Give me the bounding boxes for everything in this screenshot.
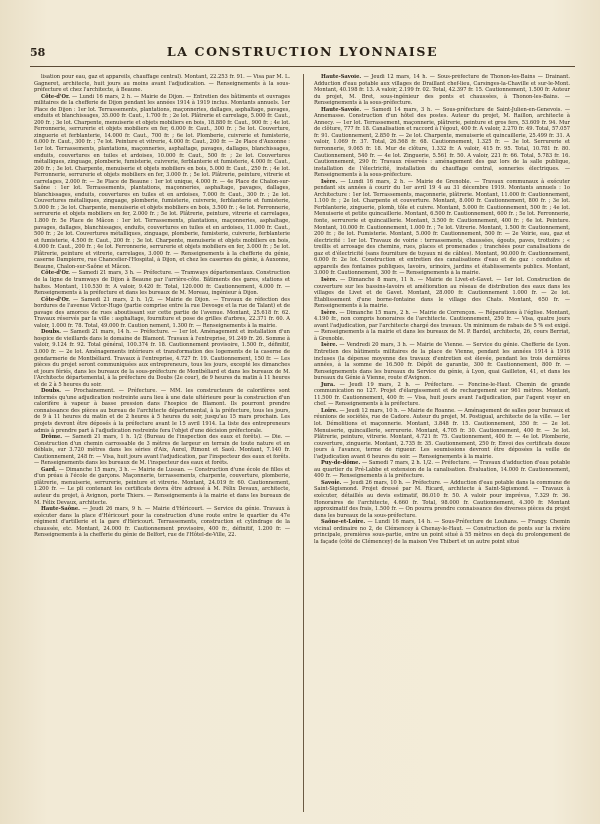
notice-entry xyxy=(314,480,570,519)
notice-text: lisation pour eau, gaz et appareils, chauffage central). Montant, 22.253 fr. 91. — Visa par M. L. Gagneret, architecte, huit jours au moins avant l'adjudication. — Renseignements à la sous-préfecture et chez l'architecte, à Beaune. xyxy=(34,74,290,94)
notice-place: Gard. xyxy=(41,466,57,473)
notice-place: Doubs. xyxy=(41,329,61,336)
notice-place: Jura. xyxy=(321,381,335,388)
page-header xyxy=(30,40,575,67)
notice-place: Isère. xyxy=(321,342,338,349)
notice-entry xyxy=(34,270,290,296)
notice-entry xyxy=(314,382,570,408)
left-column xyxy=(34,74,290,814)
running-title: LA CONSTRUCTION LYONNAISE xyxy=(166,44,439,59)
notice-place: Isère. xyxy=(321,276,338,283)
notice-text: — Lundi 16 mars, 14 h. — Sous-Préfecture de Louhans. — Frangy. Chemin vicinal ordinaire no 2, de Clémencey à Chenay-le-Haut. — Construction de ponts sur la rivière principale, premières sous-partie, entre un point situé à 55 mètres en deçà du prolongement de la façade (côté de Clémencey) de la maison Vve Thibert et un autre point situé xyxy=(314,519,570,545)
notice-entry xyxy=(34,434,290,467)
notice-entry xyxy=(314,342,570,381)
notice-entry xyxy=(314,179,570,277)
notice-text: — Jeudi 12 mars, 14 h. — Sous-préfecture de Thonon-les-Bains — Drainant. Adduction d'eau potable aux villages de Draillant chef-lieu, Carsinges-la-Chaville et sur-le-Mont. Montant, 40.198 fr. 13. A valoir, 2.199 fr. 02. Total, 42.397 fr. 15. Cautionnement, 1.500 fr. Auteur du projet, M. Bret, sous-ingénieur des ponts et chaussées, à Thonon-les-Bains. — Renseignements à la sous-préfecture. xyxy=(314,74,570,107)
notice-place: Puy-de-dôme. xyxy=(321,460,361,467)
notice-place: Côte-d'Or. xyxy=(41,93,70,100)
notice-place: Haute-Savoie. xyxy=(321,106,362,113)
column-divider xyxy=(303,74,304,812)
notice-entry xyxy=(314,277,570,310)
notice-text: — Jeudi 26 mars, 10 h. — Préfecture. — Adduction d'eau potable dans la commune de Saint-Sigismond. Projet dressé par M. Ricard, architecte à Saint-Sigismond. — Travaux à exécuter, détaillés au devis estimatif, 86.010 fr. 50. A valoir pour imprévus, 7.329 fr. 36. Honoraires de l'architecte, 4.660 fr. Total, 98.000 fr. Cautionnement, 4.300 fr. Montant approximatif des frais, 1.500 fr. — On pourra prendre connaissance des diverses pièces du projet dans les bureaux de la sous-préfecture. xyxy=(314,479,570,519)
page-number: 58 xyxy=(30,46,46,59)
notice-text: — Samedi 7 mars, 2 h. 1/2. — Préfecture. — Travaux d'adduction d'eau potable au quartier du Pré-Labbe et extension de la canalisation. Évaluation, 14.000 fr. Cautionnement, 400 fr. — Renseignements à la préfecture. xyxy=(314,460,570,480)
notice-place: Haute-Savoie. xyxy=(321,74,362,80)
right-column xyxy=(314,74,570,814)
notice-text: — Vendredi 20 mars, 3 h. — Mairie de Vienne. — Service du génie. Chefferie de Lyon. Entretien des bâtiments militaires de la place de Vienne, pendant les années 1914 à 1916 incluses (la dépense moyenne des travaux d'entretien est élevée, pendant les trois dernières années, à la somme de 16.500 fr. Dépôt de garantie, 300 fr. Cautionnement, 800 fr. — Renseignements dans les bureaux du Service du génie, à Lyon, quai Gailleton, 41, et dans les bureaux du Génie à Vienne, route d'Avignon. xyxy=(314,342,570,382)
notice-place: Haute-Saône. xyxy=(41,506,80,513)
notice-entry xyxy=(314,408,570,460)
notice-text: — Lundi 16 mars, 2 h. — Mairie de Grenoble. — Travaux communaux à exécuter pendant six années à courir du 1er avril 19 4 au 31 décembre 1919. Montants annuels : 1o Architecture : 1er lot. Terrassements, maçonnerie, plâtrerie. Montant, 11.000 fr. Cautionnement, 1.100 fr. ; 2e lot. Charpente et couverture. Montant, 8.000 fr. Cautionnement, 800 fr. ; 3e lot. Ferblanterie, zinguerie, plomb, tôle et cuivre. Montant, 5.000 fr. Cautionnement, 500 fr. ; 4e lot. Menuiserie et petite quincaillerie. Montant, 6.500 fr. Cautionnement, 600 fr. ; 5e lot. Ferronnerie, fonte, serrurerie et quincaillerie. Montant, 3.500 fr. Cautionnement, 400 fr. ; 6e lot. Peinture. Montant, 10.000 fr. Cautionnement, 1.000 fr. ; 7e lot. Vitrerie. Montant, 1.500 fr. Cautionnement, 200 fr. ; 8e lot. Fumisterie. Montant, 5.000 fr. Cautionnement, 500 fr. — 2e Voirie, eau, gaz et électricité : 1er lot. Travaux de voirie : terrassements, chaussées, égouts, paves, trottoirs ; « treillis et arrosage des chemins, rues, places et promenades ; tranchées pour canalisations de gaz et d'électricité (sans fourniture de tuyaux ni de câbles). Montant, 90.000 fr. Cautionnement, 6.000 fr. 2e lot. Construction et entretien des canalisations d'eau et de gaz : conduites et appareils des fontaines publiques, lavoirs, urinoirs, jardins et établissements publics. Montant, 3.000 fr. Cautionnement, 300 fr. — Renseignements à la mairie. xyxy=(314,178,570,277)
notice-entry xyxy=(314,74,570,107)
notice-text: — Lundi 16 mars, 2 h. — Mairie de Dijon. — Entretien des bâtiments et ouvrages militaires de la chefferie de Dijon pendant les années 1914 à 1919 inclus. Montants annuels. 1er Place de Dijon : 1er lot. Terrassements, plantations, maçonneries, dallages, asphaltage, pavages, enduits et blanchissages, 35.000 fr. Caut., 1.700 fr. ; 2e lot. Plâtrerie et carrelage, 5.000 fr. Caut., 200 fr. ; 3e lot. Charpente, menuiserie et objets mobiliers en bois, 18.880 fr. Caut., 900 fr. ; 4e lot. Ferronnerie, serrurerie et objets mobiliers en fer, 6.000 fr. Caut., 300 fr. ; 5e lot. Couverture, zinguerie et ferblanterie, 14.000 fr. Caut., 700 fr. ; 6e lot. Plomberie, cuivrerie et fumisterie, 6.000 fr. Caut., 300 fr. ; 7e lot. Peinture et vitrerie, 4.000 fr. Caut., 200 fr. — 2e Place d'Auxonne : 1er lot. Terrassements, plantations, maçonneries, asphaltage, pavages, dallages, blanchissages, enduits, couvertures en tuiles et ardoises, 10.000 fr. Caut., 500 fr. ; 2e lot. Couvertures métalliques, zinguage, plomberie, fumisterie, cuivrerie, ferblanterie et fumisterie, 4.000 fr. Caut., 200 fr. ; 3e lot. Charpente, menuiserie et objets mobiliers en bois, 5.000 fr. Caut., 250 fr. ; 4e lot. Ferronnerie, serrurerie et objets mobiliers en fer, 3.000 fr. ; 5e lot. Plâtrerie, peinture, vitrerie et carrelages, 2.000 fr. — 3e Place de Beaune : 1er lot unique, 4.000 fr. — 4e Place de Chalon-sur-Saône : 1er lot. Terrassements, plantations, maçonneries, asphaltage, pavages, dallages, blanchissages, enduits, couvertures en tuiles et en ardoises, 7.000 fr. Caut., 300 fr. ; 2e lot. Couvertures métalliques, zinguage, plomberie, fumisterie, cuivrerie, ferblanterie et fumisterie, 5.000 fr. ; 3e lot. Charpente, menuiserie et objets mobiliers en bois, 3.500 fr. ; 4e lot. Ferronnerie, serrurerie et objets mobiliers en fer, 2.000 fr. ; 5e lot. Plâtrerie, peinture, vitrerie et carrelages, 1.800 fr. 5e Place de Mâcon : 1er lot. Terrassements, plantations, maçonneries, asphaltage, pavages, dallages, blanchissages, enduits, couvertures en tuiles et en ardoises, 11.000 fr. Caut., 500 fr. ; 2e lot. Couvertures métalliques, zinguage, plomberie, fumisterie, cuivrerie, ferblanterie et fumisterie, 4.500 fr. Caut., 200 fr. ; 3e lot. Charpente, menuiserie et objets mobiliers en bois, 4.000 fr. Caut., 200 fr. ; 4e lot. Ferronnerie, serrurerie et objets mobiliers en fer, 3.000 fr. ; 5e lot. Plâtrerie, peinture et vitrerie, carrelages, 3.000 fr. — Renseignements à la chefferie du génie, caserne Dampierre, rue Chancelier-l'Hospital, à Dijon, et chez les casernes du génie, à Auxonne, Beaune, Chalon-sur-Saône et Mâcon. xyxy=(34,93,290,270)
notice-entry xyxy=(34,467,290,506)
notice-place: Drôme. xyxy=(41,434,63,441)
notice-entry xyxy=(314,107,570,179)
notice-text: — Samedi 21 mars, 2 h. 1/2. — Mairie de Dijon. — Travaux de réfection des bordures de l'avenue Victor-Hugo (partie comprise entre la rue Devosge et la rue de Talant) et de pavage des amorces de rues aboutissant sur cette partie de l'avenue. Montant, 25.618 fr. 62. Travaux réservés par la ville : asphaltage, fourniture et pose de grilles d'arbres, 22.371 fr. 60. A valoir, 1.000 fr. 78. Total, 49.000 fr. Caution nement, 1.300 fr. — Renseignements à la mairie. xyxy=(34,296,290,329)
notice-text: — Jeudi 26 mars, 9 h. — Mairie d'Héricourt. — Service du génie. Travaux à exécuter dans la place d'Héricourt pour la construction d'une route entre le quartier du 47e régiment d'artillerie et la gare d'Héricourt. Terrassements, construction et cylindrage de la chaussée, etc. Montant, 24.000 fr. Cautionnement provisoire, 400 fr., définitif, 1.200 fr. — Renseignements à la chefferie du génie de Belfort, rue de l'Hôtel-de-Ville, 22. xyxy=(34,506,290,539)
notice-place: Loire. xyxy=(321,407,338,414)
notice-text: — Prochainement. — Préfecture. — MM. les constructeurs de calorifères sont informés qu'une adjudication restreinte aura lieu à une date ultérieure pour la construction d'un calorifère à vapeur à basse pression dans l'hospice de Blamont. Ils pourront prendre connaissance des pièces au bureau de l'architecte départemental, à la préfecture, tous les jours, de 9 à 11 heures du matin et de 2 heures à 5 heures du soir, jusqu'au 15 mars prochain. Les projets devront être déposés à la préfecture avant le 15 avril 1914. La liste des entrepreneurs admis à prendre part à l'adjudication restreinte fera l'objet d'une décision préfectorale. xyxy=(34,388,290,434)
notice-entry xyxy=(34,297,290,330)
notice-entry xyxy=(34,74,290,94)
notice-entry xyxy=(34,506,290,539)
notice-text: — Dimanche 8 mars, 11 h. — Mairie de Livet-et-Gavet. — 1er lot. Construction de couverture sur les bassins-lavoirs et amélioration au réseau de distribution des eaux dans les villages de Livet et de Gavet. Montant, 28.000 fr. Cautionnement 1.000 fr. — 2e lot. Établissement d'une borne-fontaine dans le village des Chats. Montant, 650 fr. — Renseignements à la mairie. xyxy=(314,276,570,310)
notice-place: Isère. xyxy=(321,178,338,185)
notice-entry xyxy=(34,329,290,388)
notice-place: Doubs. xyxy=(41,388,61,395)
notice-text: — Samedi 14 mars, 3 h. — Sous-préfecture de Saint-Julien-en-Genevois. — Annemasse. Construction d'un hôtel des postes. Auteur du projet, M. Raillon, architecte à Annecy. — 1er lot. Terrassement, maçonnerie, plâtrerie, peinture et gros fers, 53.609 fr. 94. Mur de clôture, 777 fr. 18. Canalisation et raccord à l'égout, 400 fr. A valoir, 2.270 fr. 49. Total, 57.057 fr. 91. Cautionnement, 2.850 fr. — 2e lot. Charpente, menuiserie et quincaillerie, 25.499 fr. 31. A valoir, 1.069 fr. 37. Total, 26.568 fr. 68. Cautionnement, 1.325 fr. — 3e lot. Serrurerie et ferronnerie, 9.065 fr. 18. Mur de clôture, 1.332 fr. A valoir, 415 fr. 95. Total, 10.781 fr. 80. Cautionnement, 540 fr. — 4e lot. Zinguerie, 5.561 fr. 50. A valoir, 221 fr. 66. Total, 5.783 fr. 16. Cautionnement, 290 fr. Travaux réservés : aménagement des gaz lors de la salle publique, installation de l'électricité, installation du chauffage central, sonneries électriques. — Renseignements à la sous-préfecture. xyxy=(314,106,570,179)
notice-text: — Jeudi 12 mars, 10 h. — Mairie de Roanne. — Aménagement de salles pour bureaux et réunions de sociétés, rue de Cadore. Auteur du projet, M. Postigual, architecte de la ville. — 1er lot. Démolitions et maçonnerie. Montant, 3.848 fr. 15. Cautionnement, 350 fr. — 2e lot. Menuiserie, quincaillerie, serrurerie. Montant, 4.705 fr. 30. Cautionnement, 400 fr. — 3e lot. Plâtrerie, peinture, vitrerie. Montant, 4.721 fr. 75. Cautionnement, 400 fr. — 4e lot. Plomberie, couverture, zinguerie. Montant, 2.735 fr. 35. Cautionnement, 250 fr. Envoi des certificats douze jours à l'avance, terme de rigueur. Les soumissions devront être déposées la veille de l'adjudication avant 6 heures du soir. — Renseignements à la mairie. xyxy=(314,407,570,460)
notice-text: — Jeudi 19 mars, 2 h. — Préfecture. — Foncine-le-Haut. Chemin de grande communication no 127. Projet d'élargissement et de rechargement sur 961 mètres. Montant, 11.500 fr. Cautionnement, 400 fr. — Visa, huit jours avant l'adjudication, par l'agent voyer en chef. — Renseignements à la préfecture. xyxy=(314,381,570,408)
notice-place: Côte-d'Or. xyxy=(41,296,70,303)
notice-text: — Samedi 21 mars, 1 h. 1/2 (Bureau de l'inspection des eaux et forêts). — Die. — Construction d'un chemin carrossable de 3 mètres de largeur en terrain de toute nature et en déblais, sur 3.720 mètres dans les séries d'Aix, Aurel, Rimont et Saoû. Montant, 7.140 fr. Cautionnement, 248 fr. — Visa, huit jours avant l'adjudication, par l'inspecteur des eaux et forêts. — Renseignements dans les bureaux de M. l'inspecteur des eaux et forêts. xyxy=(34,434,290,467)
notice-place: Saône-et-Loire. xyxy=(321,519,366,526)
notice-text: — Samedi 21 mars, 3 h. — Préfecture. — Tramways départementaux. Construction de la ligne de tramways de Dijon à Beaune par l'arrière-côte. Bâtiments des gares, stations et haltes. Montant, 110.530 fr. A valoir, 9.420 fr. Total, 120.000 fr. Cautionnement, 4.000 fr. — Renseignements à la préfecture et dans les bureaux de M. Moreau, ingénieur à Dijon. xyxy=(34,270,290,297)
notice-entry xyxy=(314,519,570,545)
notice-entry xyxy=(314,460,570,480)
notice-place: Savoie. xyxy=(321,479,342,486)
notice-entry xyxy=(34,94,290,271)
notice-place: Côte-d'Or. xyxy=(41,270,70,277)
notice-place: Isère. xyxy=(321,309,338,316)
notice-entry xyxy=(34,388,290,434)
notice-text: — Dimanche 15 mars, 3 h. — Mairie de Lussan. — Construction d'une école de filles et d'un préau à l'école de garçons. Maçonnerie, terrassements, charpente, couverture, plomberie, plâtrerie, menuiserie, serrurerie, peinture et vitrerie. Montant, 24.019 fr. 60. Cautionnement, 1.200 fr. — Le pli contenant les certificats devra être adressé à M. Félix Devaux, architecte, auteur du projet, à Avignon, porte Thiers. — Renseignements à la mairie et dans les bureaux de M. Félix Devaux, architecte. xyxy=(34,466,290,506)
notice-entry xyxy=(314,310,570,343)
notice-text: — Samedi 21 mars, 14 h. — Préfecture. — 1er lot. Aménagement et installation d'un hospice de vieillards dans le domaine de Blamont. Travaux à l'entreprise, 91.249 fr. 26. Somme à valoir, 9.124 fr. 92. Total général, 100.374 fr. 18. Cautionnement provisoire, 1.500 fr., définitif, 3.000 fr. — 2e lot. Aménagements intérieurs et transformation des logements de la caserne de gendarmerie de Montbéliard. Travaux à l'entreprise, 4.727 fr. 19. Cautionnement, 150 fr. — Les pièces du projet seront communiquées aux entrepreneurs, tous les jours, excepté les dimanches et jours fériés, dans les bureaux de la sous-préfecture de Montbéliard et dans les bureaux de M. l'Architecte départemental, à la préfecture du Doubs (2e cour), de 9 heures du matin à 11 heures et de 2 à 5 heures du soir. xyxy=(34,329,290,388)
notice-text: — Dimanche 15 mars, 2 h. — Mairie de Corrençon. — Réparations à l'église. Montant, 4.190 fr., non compris honoraires de l'architecte. Cautionnement, 250 fr. — Visa, quatre jours avant l'adjudication, par l'architecte chargé des travaux. Un minimum de rabais de 5 % est exigé. — Renseignements à la mairie et dans les bureaux de M. P. Bardel, architecte, 26, cours Berriat, à Grenoble. xyxy=(314,309,570,342)
